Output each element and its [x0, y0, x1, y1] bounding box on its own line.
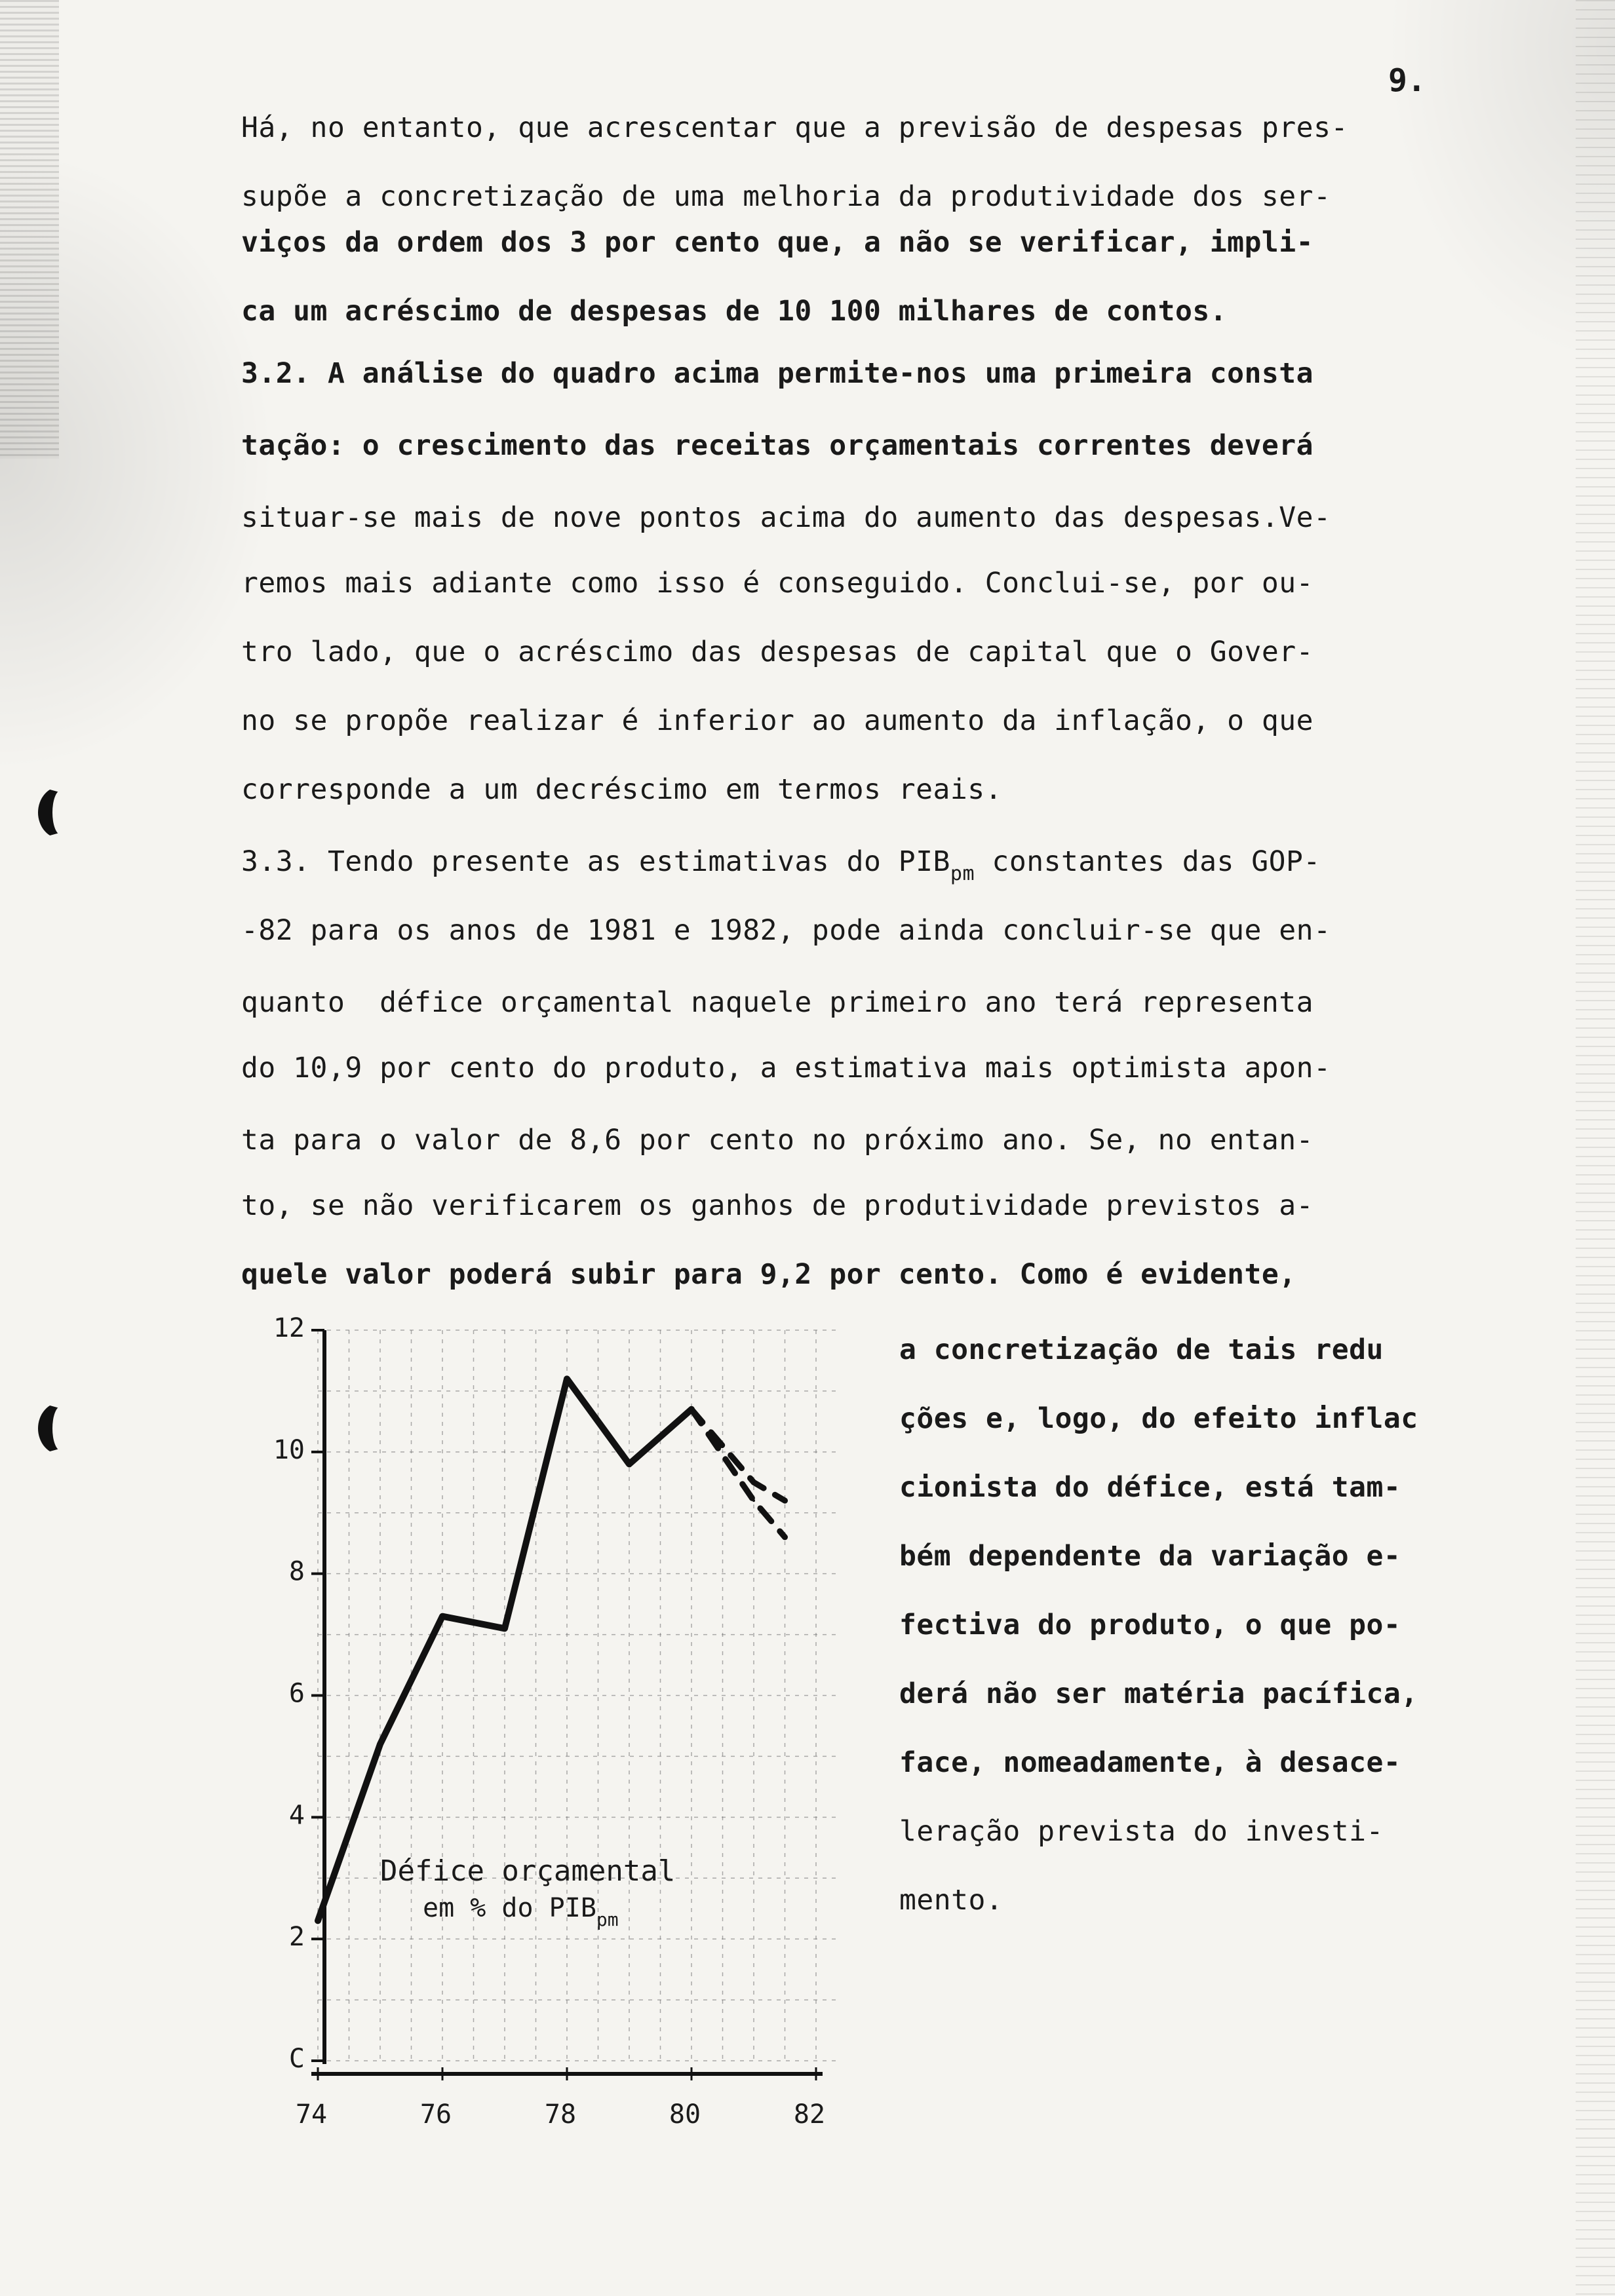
text-line: [241, 295, 1227, 328]
text-line: [241, 636, 1313, 668]
text-line-main: 3.3. Tendo presente as estimativas do PIB: [241, 845, 950, 878]
data-point: [317, 1919, 319, 1922]
right-column-line: leração prevista do investi-: [899, 1815, 1384, 1848]
text-line: [241, 1124, 1313, 1157]
data-point: [690, 1408, 693, 1411]
text-line-main: tro lado, que o acréscimo das despesas de capital que o Gover-: [241, 636, 1314, 668]
data-point: [752, 1499, 755, 1502]
text-line: [241, 986, 1313, 1019]
x-tick-label: 78: [544, 2099, 577, 2130]
projection-line: [691, 1409, 785, 1537]
data-point: [503, 1627, 506, 1630]
text-line: [241, 845, 1321, 885]
scan-edge-right: [1576, 0, 1615, 2296]
text-line-main: viços da ordem dos 3 por cento que, a não se verificar, impli-: [241, 226, 1314, 259]
x-tick-label: 80: [669, 2099, 701, 2130]
text-line: [241, 914, 1331, 947]
text-line: [241, 501, 1331, 534]
text-line: [241, 357, 1313, 390]
text-line: [241, 1189, 1313, 1222]
y-tick-label: C: [288, 2044, 305, 2074]
y-tick-label: 2: [288, 1922, 305, 1953]
text-line-main: situar-se mais de nove pontos acima do aumento das despesas.Ve-: [241, 501, 1331, 534]
y-tick-label: 12: [273, 1313, 305, 1343]
subscript: pm: [950, 862, 975, 885]
text-line-main: supõe a concretização de uma melhoria da produtividade dos ser-: [241, 180, 1331, 213]
chart-title: Défice orçamental: [380, 1854, 676, 1888]
text-line-main: ca um acréscimo de despesas de 10 100 milhares de contos.: [241, 295, 1228, 328]
chart-subtitle-main: em % do PIB: [423, 1893, 596, 1923]
right-column-line: cionista do défice, está tam-: [899, 1471, 1401, 1504]
text-line-main: tação: o crescimento das receitas orçamentais correntes deverá: [241, 429, 1314, 462]
x-tick-label: 82: [793, 2099, 826, 2130]
punch-hole-icon: [38, 786, 84, 839]
text-line: [241, 180, 1331, 213]
y-tick-label: 10: [273, 1434, 305, 1465]
text-line-main: do 10,9 por cento do produto, a estimativa mais optimista apon-: [241, 1052, 1331, 1084]
chart-subtitle-subscript: pm: [596, 1909, 619, 1930]
right-column-line: bém dependente da variação e-: [899, 1540, 1401, 1573]
data-point: [752, 1481, 755, 1483]
right-column-line: ções e, logo, do efeito inflac: [899, 1402, 1418, 1435]
x-tick-label: 76: [419, 2099, 452, 2130]
text-line-main: Há, no entanto, que acrescentar que a previsão de despesas pres-: [241, 111, 1348, 144]
data-point: [628, 1463, 631, 1465]
data-point: [379, 1743, 381, 1746]
text-line: [241, 111, 1348, 144]
text-line-main: 3.2. A análise do quadro acima permite-nos uma primeira consta: [241, 357, 1314, 390]
data-point: [784, 1499, 787, 1502]
text-line: [241, 1258, 1296, 1291]
punch-hole-icon: [38, 1402, 84, 1455]
right-column-line: mento.: [899, 1884, 1003, 1917]
data-point: [441, 1615, 444, 1618]
deficit-chart-svg: [197, 1304, 891, 2156]
text-line-after: constantes das GOP-: [975, 845, 1321, 878]
right-column-line: face, nomeadamente, à desace-: [899, 1746, 1401, 1779]
right-column-line: fectiva do produto, o que po-: [899, 1609, 1401, 1641]
text-line-main: ta para o valor de 8,6 por cento no próximo ano. Se, no entan-: [241, 1124, 1314, 1157]
y-tick-label: 4: [288, 1800, 305, 1831]
text-line-main: no se propõe realizar é inferior ao aumento da inflação, o que: [241, 704, 1314, 737]
data-point: [566, 1377, 568, 1380]
page-number: 9.: [1388, 62, 1426, 99]
y-tick-label: 8: [288, 1556, 305, 1587]
text-line: [241, 226, 1313, 259]
text-line-main: -82 para os anos de 1981 e 1982, pode ainda concluir-se que en-: [241, 914, 1331, 947]
right-column-line: a concretização de tais redu: [899, 1333, 1384, 1366]
projection-line: [691, 1409, 785, 1501]
text-line-main: quanto défice orçamental naquele primeiro ano terá representa: [241, 986, 1314, 1019]
text-line: [241, 429, 1313, 462]
text-line-main: to, se não verificarem os ganhos de produtividade previstos a-: [241, 1189, 1314, 1222]
text-line: [241, 704, 1313, 737]
text-line: [241, 1052, 1331, 1084]
data-point: [784, 1536, 787, 1539]
text-line-main: remos mais adiante como isso é conseguido. Conclui-se, por ou-: [241, 567, 1314, 600]
text-line-main: corresponde a um decréscimo em termos reais.: [241, 773, 1003, 806]
text-line: [241, 567, 1313, 600]
text-line-main: quele valor poderá subir para 9,2 por cento. Como é evidente,: [241, 1258, 1296, 1291]
scan-edge-left: [0, 0, 59, 459]
right-column-line: derá não ser matéria pacífica,: [899, 1677, 1418, 1710]
x-tick-label: 74: [295, 2099, 328, 2130]
y-tick-label: 6: [288, 1678, 305, 1709]
text-line: [241, 773, 1002, 806]
deficit-chart: [197, 1304, 891, 2156]
chart-subtitle: [423, 1893, 619, 1930]
